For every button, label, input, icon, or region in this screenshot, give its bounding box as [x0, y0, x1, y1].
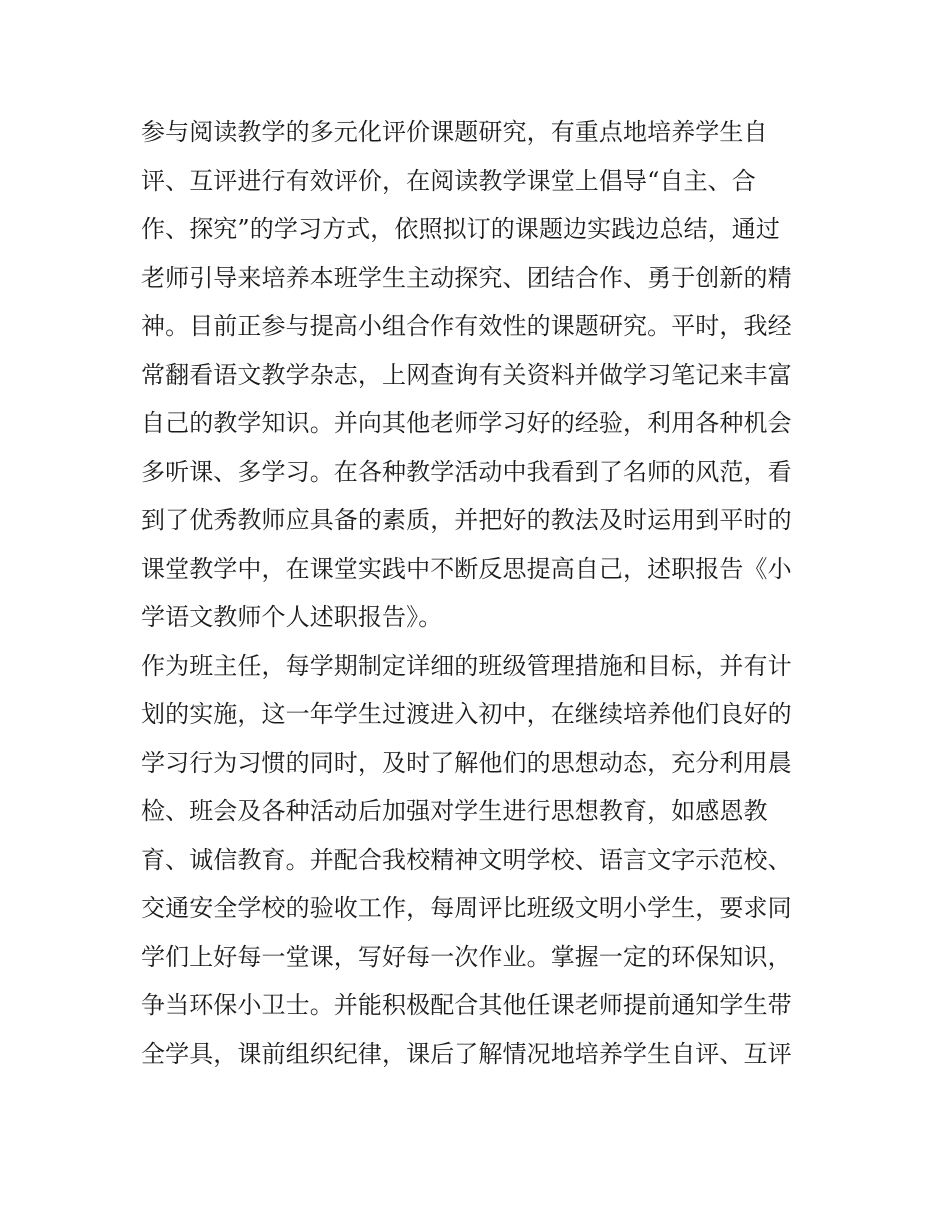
text-line: 交通安全学校的验收工作，每周评比班级文明小学生，要求同: [141, 894, 792, 922]
text-line: 老师引导来培养本班学生主动探究、团结合作、勇于创新的精: [141, 263, 792, 292]
text-line: 学们上好每一堂课，写好每一次作业。掌握一定的环保知识，: [141, 942, 792, 971]
document-body: [141, 108, 817, 1078]
text-line: 评、互评进行有效评价，在阅读教学课堂上倡导“自主、合: [141, 166, 756, 195]
text-line: 常翻看语文教学杂志，上网查询有关资料并做学习笔记来丰富: [141, 360, 792, 389]
text-line: 神。目前正参与提高小组合作有效性的课题研究。平时，我经: [141, 312, 792, 340]
text-line: 课堂教学中，在课堂实践中不断反思提高自己，述职报告《小: [141, 554, 792, 583]
text-line: 参与阅读教学的多元化评价课题研究，有重点地培养学生自: [141, 118, 768, 146]
text-line: 全学具，课前组织纪律，课后了解情况地培养学生自评、互评: [141, 1039, 792, 1068]
text-line: 学语文教师个人述职报告》。: [141, 603, 443, 631]
text-line: 划的实施，这一年学生过渡进入初中，在继续培养他们良好的: [141, 700, 792, 728]
text-line: 自己的教学知识。并向其他老师学习好的经验，利用各种机会: [141, 409, 792, 437]
text-line: 学习行为习惯的同时，及时了解他们的思想动态，充分利用晨: [141, 748, 792, 777]
text-line: 作为班主任，每学期制定详细的班级管理措施和目标，并有计: [141, 651, 792, 680]
text-line: 多听课、多学习。在各种教学活动中我看到了名师的风范，看: [141, 457, 792, 486]
text-line: 争当环保小卫士。并能积极配合其他任课老师提前通知学生带: [141, 991, 792, 1019]
text-line: 育、诚信教育。并配合我校精神文明学校、语言文字示范校、: [141, 845, 792, 874]
text-line: 作、探究”的学习方式，依照拟订的课题边实践边总结，通过: [141, 215, 780, 243]
text-line: 检、班会及各种活动后加强对学生进行思想教育，如感恩教: [141, 797, 768, 825]
text-line: 到了优秀教师应具备的素质，并把好的教法及时运用到平时的: [141, 506, 792, 534]
